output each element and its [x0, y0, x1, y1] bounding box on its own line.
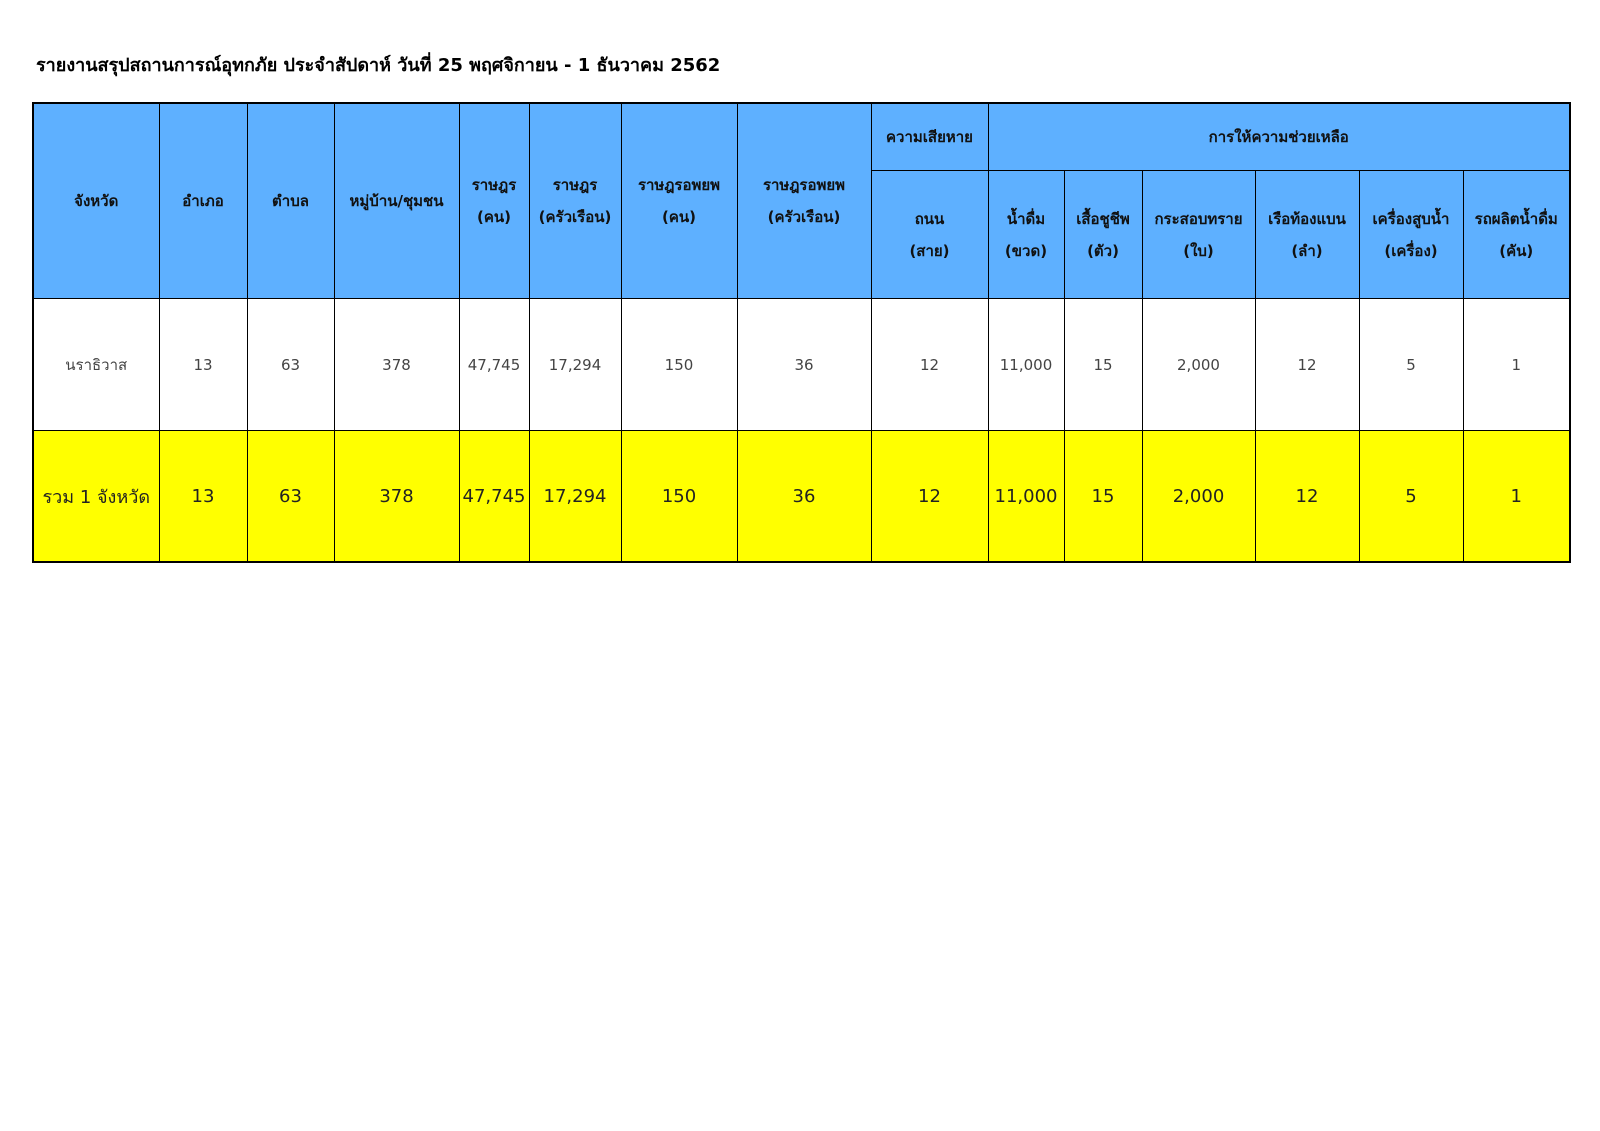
header-drinking-water [988, 171, 1064, 299]
total-flat-boats: 12 [1255, 431, 1359, 563]
cell-households: 17,294 [529, 299, 621, 431]
header-row-groups [33, 103, 1570, 171]
header-sandbags-label: กระสอบทราย [1154, 209, 1243, 228]
header-province: จังหวัด [33, 103, 159, 299]
total-households: 17,294 [529, 431, 621, 563]
cell-people: 47,745 [459, 299, 529, 431]
cell-evacuee-households: 36 [737, 299, 871, 431]
flood-summary-table [32, 102, 1571, 563]
cell-sandbags: 2,000 [1142, 299, 1255, 431]
header-drinking-water-unit: (ขวด) [1004, 241, 1048, 260]
header-sandbags [1142, 171, 1255, 299]
table-body [33, 299, 1570, 563]
total-subdistrict: 63 [247, 431, 334, 563]
header-roads [871, 171, 988, 299]
header-life-jackets-label: เสื้อชูชีพ [1076, 209, 1130, 228]
header-households-unit: (ครัวเรือน) [538, 208, 612, 226]
table-header [33, 103, 1570, 299]
header-flat-boats-label: เรือท้องแบน [1268, 209, 1346, 228]
table-row [33, 299, 1570, 431]
header-water-trucks-label: รถผลิตน้ำดื่ม [1474, 209, 1558, 228]
header-water-trucks [1463, 171, 1570, 299]
total-sandbags: 2,000 [1142, 431, 1255, 563]
header-water-pumps-label: เครื่องสูบน้ำ [1372, 209, 1450, 228]
cell-water-trucks: 1 [1463, 299, 1570, 431]
total-water-trucks: 1 [1463, 431, 1570, 563]
header-evacuee-households-unit: (ครัวเรือน) [767, 208, 841, 226]
header-households-label: ราษฎร [552, 176, 598, 194]
header-people-label: ราษฎร [471, 176, 517, 194]
header-flat-boats-unit: (ลำ) [1291, 241, 1323, 260]
total-evacuee-households: 36 [737, 431, 871, 563]
header-flat-boats [1255, 171, 1359, 299]
total-drinking-water: 11,000 [988, 431, 1064, 563]
header-evacuees [621, 103, 737, 299]
header-people [459, 103, 529, 299]
total-people: 47,745 [459, 431, 529, 563]
header-life-jackets [1064, 171, 1142, 299]
header-damage-group: ความเสียหาย [871, 103, 988, 171]
total-district: 13 [159, 431, 247, 563]
header-people-unit: (คน) [477, 208, 511, 226]
header-water-pumps-unit: (เครื่อง) [1384, 241, 1438, 260]
total-row [33, 431, 1570, 563]
header-assistance-group: การให้ความช่วยเหลือ [988, 103, 1570, 171]
total-life-jackets: 15 [1064, 431, 1142, 563]
header-evacuee-households-label: ราษฎรอพยพ [762, 176, 846, 194]
header-roads-label: ถนน [914, 209, 945, 228]
header-evacuee-households [737, 103, 871, 299]
cell-district: 13 [159, 299, 247, 431]
header-evacuees-unit: (คน) [662, 208, 696, 226]
cell-village: 378 [334, 299, 459, 431]
cell-flat-boats: 12 [1255, 299, 1359, 431]
header-households [529, 103, 621, 299]
total-roads: 12 [871, 431, 988, 563]
header-drinking-water-label: น้ำดื่ม [1006, 209, 1046, 228]
header-subdistrict: ตำบล [247, 103, 334, 299]
header-village: หมู่บ้าน/ชุมชน [334, 103, 459, 299]
header-sandbags-unit: (ใบ) [1183, 241, 1214, 260]
header-district: อำเภอ [159, 103, 247, 299]
cell-water-pumps: 5 [1359, 299, 1463, 431]
cell-roads: 12 [871, 299, 988, 431]
header-roads-unit: (สาย) [909, 241, 950, 260]
total-evacuees: 150 [621, 431, 737, 563]
total-label: รวม 1 จังหวัด [33, 431, 159, 563]
header-life-jackets-unit: (ตัว) [1087, 241, 1119, 260]
cell-subdistrict: 63 [247, 299, 334, 431]
total-water-pumps: 5 [1359, 431, 1463, 563]
header-water-trucks-unit: (คัน) [1499, 241, 1534, 260]
header-water-pumps [1359, 171, 1463, 299]
cell-province: นราธิวาส [33, 299, 159, 431]
cell-life-jackets: 15 [1064, 299, 1142, 431]
header-evacuees-label: ราษฎรอพยพ [637, 176, 721, 194]
total-village: 378 [334, 431, 459, 563]
report-title: รายงานสรุปสถานการณ์อุทกภัย ประจำสัปดาห์ วันที่ 25 พฤศจิกายน - 1 ธันวาคม 2562 [36, 55, 721, 76]
cell-drinking-water: 11,000 [988, 299, 1064, 431]
cell-evacuees: 150 [621, 299, 737, 431]
